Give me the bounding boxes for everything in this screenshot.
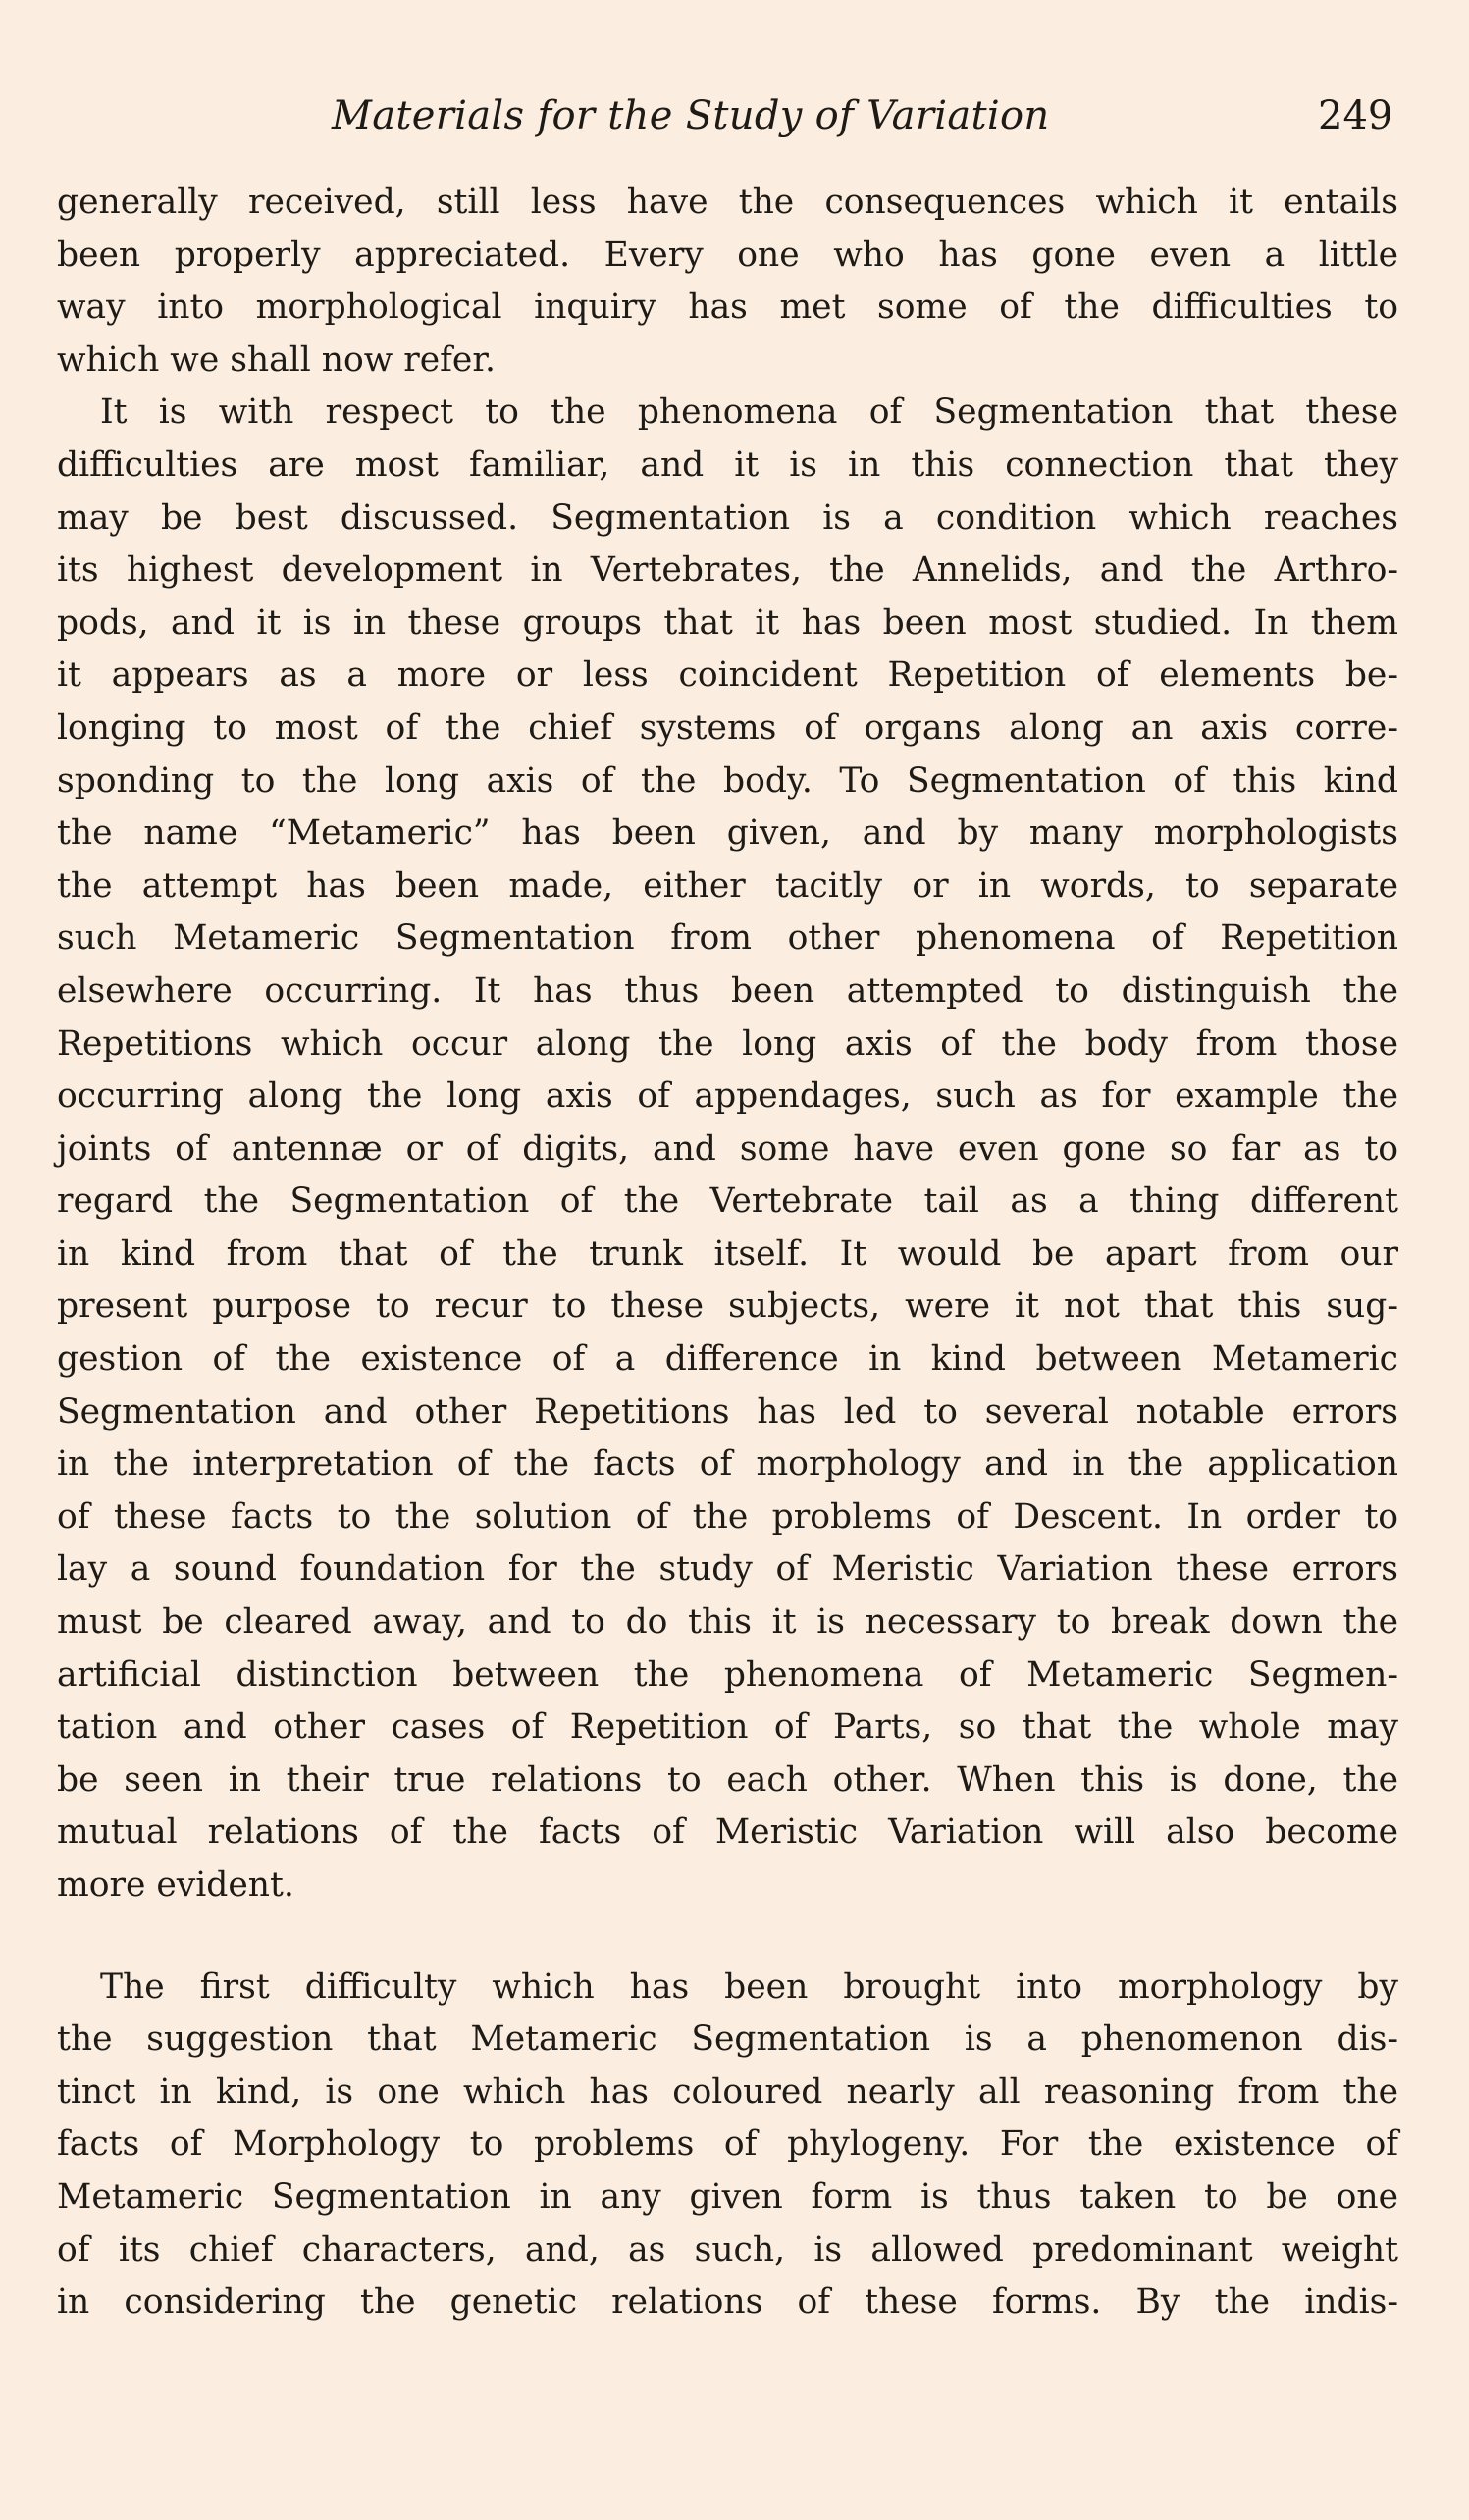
paragraph-2 xyxy=(57,387,1398,1912)
text-line: lay a sound foundation for the study of Meristic Variation these errors xyxy=(57,1549,1398,1590)
text-line: Repetitions which occur along the long axis of the body from those xyxy=(57,1024,1398,1064)
text-line: difficulties are most familiar, and it is in this connection that they xyxy=(57,445,1398,485)
text-line: generally received, still less have the consequences which it entails xyxy=(57,183,1398,222)
text-line: the attempt has been made, either tacitly or in words, to separate xyxy=(57,866,1398,906)
text-line: must be cleared away, and to do this it is necessary to break down the xyxy=(57,1602,1398,1643)
text-line: in kind from that of the trunk itself. It would be apart from our xyxy=(57,1234,1398,1274)
text-line: in considering the genetic relations of these forms. By the indis- xyxy=(57,2283,1398,2323)
body-text xyxy=(57,177,1398,2330)
running-head xyxy=(0,86,1469,145)
text-line: joints of antennæ or of digits, and some have even gone so far as to xyxy=(57,1129,1398,1169)
text-line: regard the Segmentation of the Vertebrate tail as a thing different xyxy=(57,1181,1398,1222)
text-line: present purpose to recur to these subjects, were it not that this sug- xyxy=(57,1286,1398,1327)
section-gap xyxy=(57,1913,1398,1962)
text-line: the suggestion that Metameric Segmentation is a phenomenon dis- xyxy=(57,2020,1398,2060)
text-line: The first difficulty which has been brought into morphology by xyxy=(100,1967,1398,2007)
text-line: facts of Morphology to problems of phylogeny. For the existence of xyxy=(57,2125,1398,2165)
text-line: the name “Metameric” has been given, and by many morphologists xyxy=(57,814,1398,854)
text-line: its highest development in Vertebrates, the Annelids, and the Arthro- xyxy=(57,551,1398,591)
text-line: tation and other cases of Repetition of Parts, so that the whole may xyxy=(57,1707,1398,1748)
text-line: elsewhere occurring. It has thus been attempted to distinguish the xyxy=(57,971,1398,1011)
text-line: longing to most of the chief systems of organs along an axis corre- xyxy=(57,708,1398,748)
text-line: artificial distinction between the phenomena of Metameric Segmen- xyxy=(57,1654,1398,1695)
text-line: which we shall now refer. xyxy=(57,340,496,380)
text-line: of its chief characters, and, as such, is allowed predominant weight xyxy=(57,2230,1398,2270)
text-line: it appears as a more or less coincident Repetition of elements be- xyxy=(57,656,1398,696)
text-line: way into morphological inquiry has met some of the difficulties to xyxy=(57,288,1398,328)
text-line: Segmentation and other Repetitions has led to several notable errors xyxy=(57,1391,1398,1432)
text-line: been properly appreciated. Every one who has gone even a little xyxy=(57,235,1398,275)
text-line: gestion of the existence of a difference in kind between Metameric xyxy=(57,1339,1398,1380)
text-line: pods, and it is in these groups that it has been most studied. In them xyxy=(57,603,1398,643)
paragraph-1 xyxy=(57,177,1398,387)
text-line: It is with respect to the phenomena of Segmentation that these xyxy=(100,393,1398,433)
text-line: be seen in their true relations to each other. When this is done, the xyxy=(57,1759,1398,1800)
text-line: may be best discussed. Segmentation is a condition which reaches xyxy=(57,498,1398,538)
text-line: Metameric Segmentation in any given form is thus taken to be one xyxy=(57,2177,1398,2217)
text-line: mutual relations of the facts of Meristic Variation will also become xyxy=(57,1812,1398,1853)
text-line: in the interpretation of the facts of morphology and in the application xyxy=(57,1444,1398,1485)
text-line: of these facts to the solution of the problems of Descent. In order to xyxy=(57,1496,1398,1537)
text-line: sponding to the long axis of the body. To Segmentation of this kind xyxy=(57,761,1398,801)
text-line: such Metameric Segmentation from other phenomena of Repetition xyxy=(57,919,1398,959)
text-line: more evident. xyxy=(57,1865,294,1905)
text-line: tinct in kind, is one which has coloured nearly all reasoning from the xyxy=(57,2072,1398,2112)
paragraph-3 xyxy=(57,1962,1398,2330)
text-line: occurring along the long axis of appendages, such as for example the xyxy=(57,1076,1398,1117)
page-number: 249 xyxy=(1318,93,1393,138)
running-title: Materials for the Study of Variation xyxy=(332,93,1050,138)
